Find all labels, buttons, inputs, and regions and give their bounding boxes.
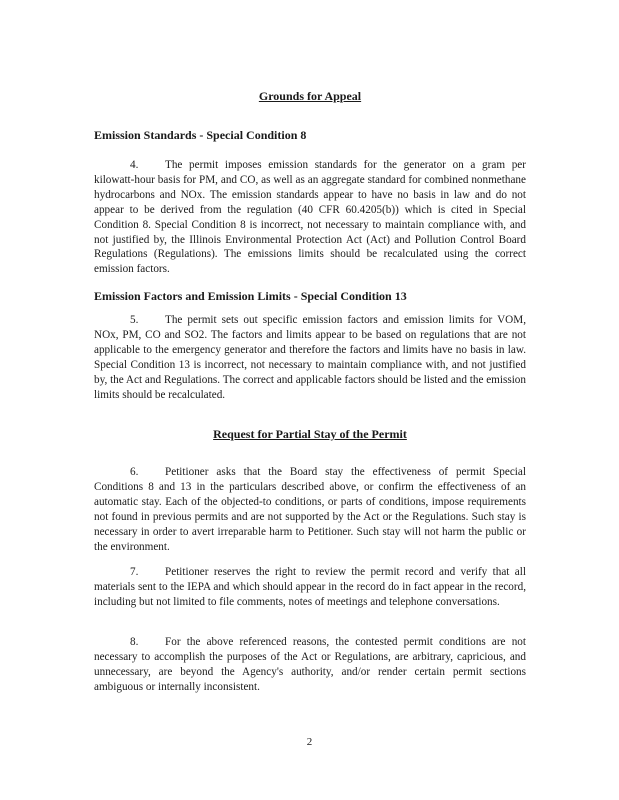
paragraph-number: 4.	[130, 159, 139, 171]
paragraph-number: 8.	[130, 636, 139, 648]
section-title-emission-factors: Emission Factors and Emission Limits - Special Condition 13	[94, 289, 407, 303]
paragraph-number: 6.	[130, 466, 139, 478]
paragraph-5	[94, 313, 526, 402]
paragraph-text: For the above referenced reasons, the contested permit conditions are not necessary to accomplish the purposes of the Act or Regulations, are arbitrary, capricious, and unnecessary, are beyond the Agency's authority, and/or render certain permit sections ambiguous or internally inconsistent.	[94, 636, 526, 693]
paragraph-number: 5.	[130, 314, 139, 326]
paragraph-text: The permit sets out specific emission factors and emission limits for VOM, NOx, PM, CO and SO2. The factors and limits appear to be based on regulations that are not applicable to the emergency generator and therefore the factors and limits have no basis in law. Special Condition 13 is incorrect, not necessary to maintain compliance with, and not justified by, the Act and Regulations. The correct and applicable factors should be listed and the emission limits should be recalculated.	[94, 314, 526, 401]
paragraph-4	[94, 158, 526, 277]
paragraph-number: 7.	[130, 566, 139, 578]
paragraph-8	[94, 635, 526, 695]
paragraph-7	[94, 565, 526, 610]
heading-grounds-for-appeal: Grounds for Appeal	[258, 89, 362, 103]
section-title-emission-standards: Emission Standards - Special Condition 8	[94, 128, 307, 142]
paragraph-6	[94, 465, 526, 554]
paragraph-text: The permit imposes emission standards for the generator on a gram per kilowatt-hour basis for PM, and CO, as well as an aggregate standard for combined nonmethane hydrocarbons and NOx. The emission standards appear to have no basis in law and do not appear to be derived from the regulation (40 CFR 60.4205(b)) which is cited in Special Condition 8. Special Condition 8 is incorrect, not necessary to maintain compliance with, and not justified by, the Illinois Environmental Protection Act (Act) and Pollution Control Board Regulations (Regulations). The emissions limits should be recalculated using the correct emission factors.	[94, 159, 526, 276]
paragraph-text: Petitioner reserves the right to review the permit record and verify that all materials sent to the IEPA and which should appear in the record do in fact appear in the record, including but not limited to file comments, notes of meetings and telephone conversations.	[94, 566, 526, 608]
heading-request-for-stay: Request for Partial Stay of the Permit	[213, 427, 407, 441]
page-number: 2	[306, 736, 313, 748]
paragraph-text: Petitioner asks that the Board stay the effectiveness of permit Special Conditions 8 and 13 in the particulars described above, or confirm the effectiveness of an automatic stay. Each of the objected-to conditions, or parts of conditions, impose requirements not found in previous permits and are not supported by the Act or the Regulations. Such stay is necessary in order to avert irreparable harm to Petitioner. Such stay will not harm the public or the environment.	[94, 466, 526, 553]
